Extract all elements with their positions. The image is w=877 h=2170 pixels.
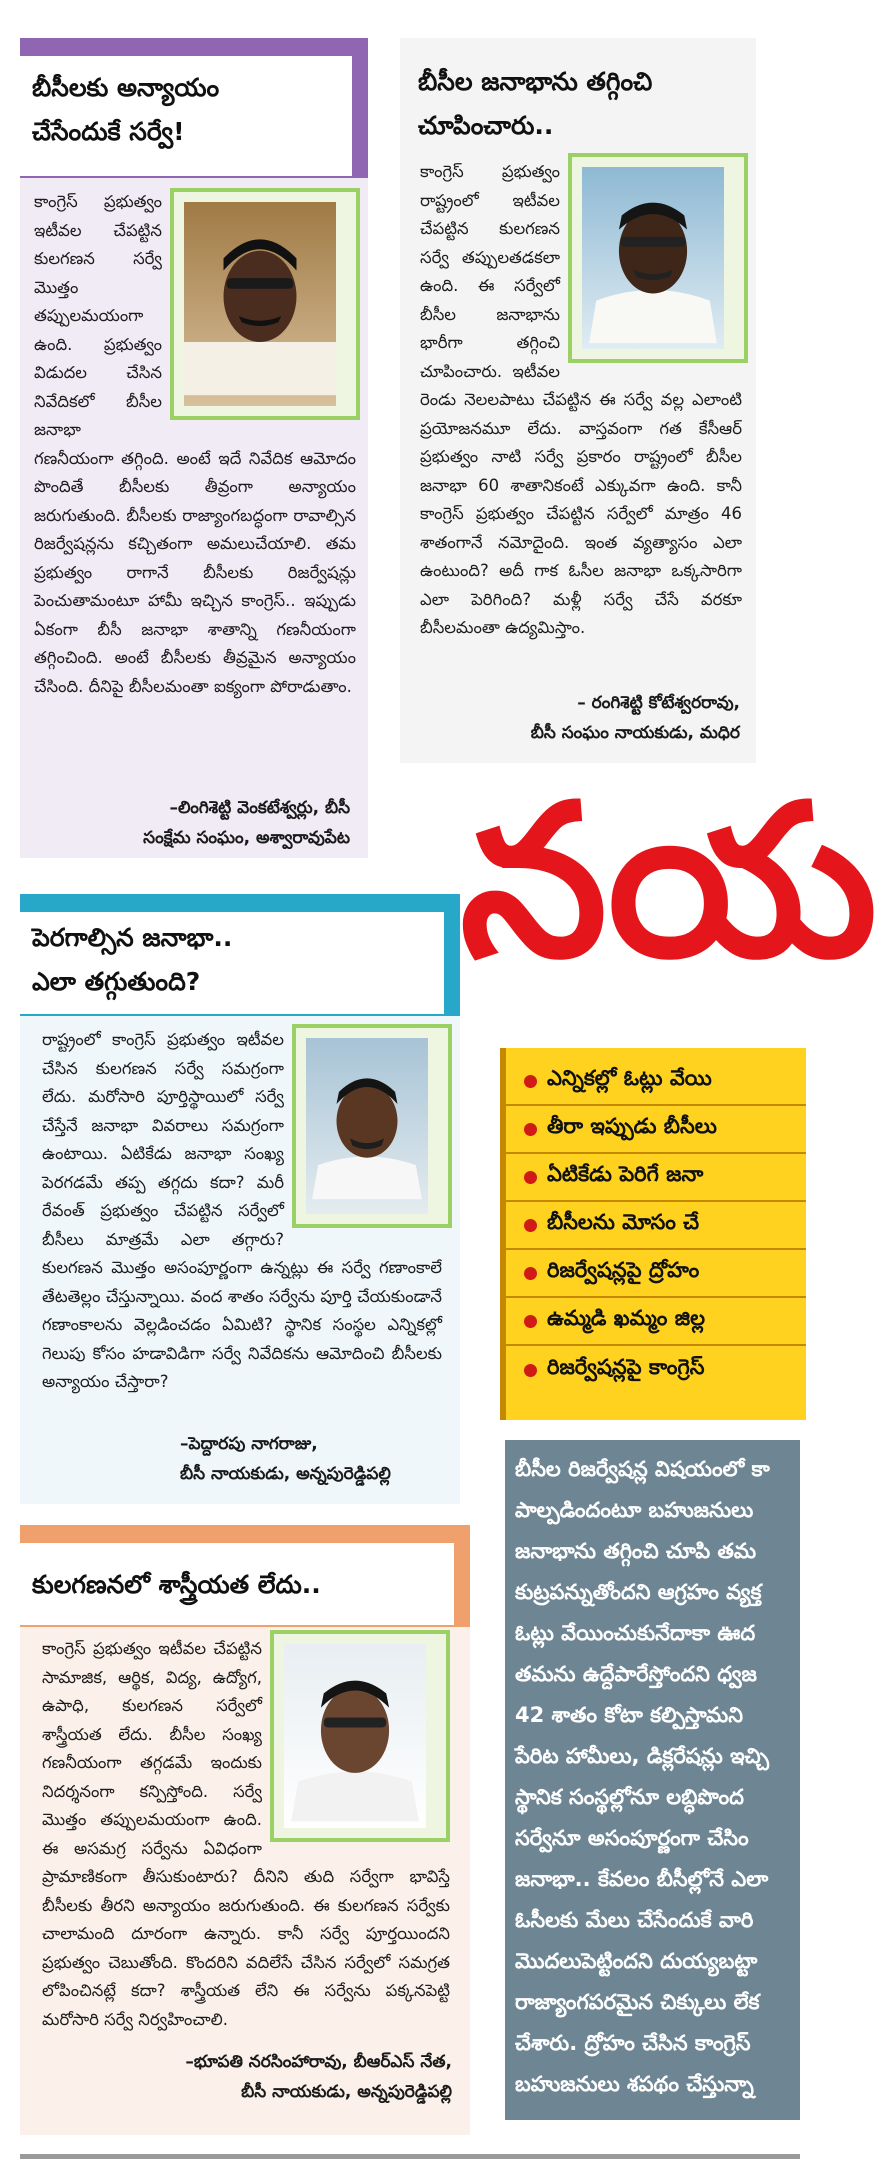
- gray-column-line: చేశారు. ద్రోహం చేసిన కాంగ్రెస్: [515, 2031, 751, 2055]
- bullet-item: బీసీలను మోసం చే: [506, 1202, 806, 1250]
- article-3-heading: పెరగాల్సిన జనాభా.. ఎలా తగ్గుతుంది?: [32, 923, 233, 996]
- gray-column-line: 42 శాతం కోటా కల్పిస్తామని: [515, 1703, 744, 1727]
- article-4: [20, 1525, 470, 2135]
- gray-column-line: పేరిట హామీలు, డిక్లరేషన్లు ఇచ్చి: [515, 1744, 770, 1768]
- gray-column-line: మొదలుపెట్టిందని దుయ్యబట్టా: [515, 1949, 758, 1973]
- bullet-dot-icon: [524, 1123, 537, 1136]
- gray-column-line: బహుజనులు శపథం చేస్తున్నా: [515, 2072, 754, 2096]
- bullet-item: రిజర్వేషన్లపై ద్రోహం: [506, 1250, 806, 1298]
- bullet-item: ఏటికేడు పెరిగే జనా: [506, 1154, 806, 1202]
- masthead: [460, 759, 877, 1004]
- article-4-body: కాంగ్రెస్ ప్రభుత్వం ఇటీవల చేపట్టిన సామాజిక, ఆర్థిక, విద్య, ఉద్యోగ, ఉపాధి, కులగణన సర్వేలో శాస్త్రీయత లేదు. బీసీల సంఖ్య గణనీయంగా తగ్గడమే ఇందుకు నిదర్శనంగా కన్పిస్తోంది. సర్వే మొత్తం తప్పులమయంగా ఉంది. ఈ అసమగ్ర సర్వేను ఏవిధంగా ప్రామాణికంగా తీసుకుంటారు? దీనిని తుది సర్వేగా భావిస్తే బీసీలకు తీరని అన్యాయం జరుగుతుంది. ఈ కులగణన సర్వేకు చాలామంది దూరంగా ఉన్నారు. కానీ సర్వే పూర్తయిందని ప్రభుత్వం చెబుతోంది. కొందరిని వదిలేసే చేసిన సర్వేలో సమగ్రత లోపించినట్లే కదా? శాస్త్రీయత లేని ఈ సర్వేను పక్కనపెట్టి మరోసారి సర్వే నిర్వహించాలి.: [42, 1639, 450, 2029]
- bullet-dot-icon: [524, 1315, 537, 1328]
- bullet-item: ఎన్నికల్లో ఓట్లు వేయి: [506, 1058, 806, 1106]
- bullet-item: తీరా ఇప్పుడు బీసీలు: [506, 1106, 806, 1154]
- bullet-dot-icon: [524, 1267, 537, 1280]
- article-2: [400, 38, 756, 763]
- article-3-signature: –పెద్దారపు నాగరాజు, బీసీ నాయకుడు, అన్నపురెడ్డిపల్లి: [180, 1434, 391, 1484]
- gray-column: [505, 1440, 800, 2120]
- gray-column-line: బీసీల రిజర్వేషన్ల విషయంలో కా: [515, 1457, 770, 1481]
- article-1-body: కాంగ్రెస్ ప్రభుత్వం ఇటీవల చేపట్టిన కులగణన సర్వే మొత్తం తప్పులమయంగా ఉంది. ప్రభుత్వం విడుదల చేసిన నివేదికలో బీసీల జనాభా గణనీయంగా తగ్గింది. అంటే ఇదే నివేదిక ఆమోదం పొందితే బీసీలకు తీవ్రంగా అన్యాయం జరుగుతుంది. బీసీలకు రాజ్యాంగబద్ధంగా రావాల్సిన రిజర్వేషన్లను కచ్చితంగా అమలుచేయాలి. తమ ప్రభుత్వం రాగానే బీసీలకు రిజర్వేషన్లు పెంచుతామంటూ హామీ ఇచ్చిన కాంగ్రెస్.. ఇప్పుడు ఏకంగా బీసీ జనాభా శాతాన్ని గణనీయంగా తగ్గించింది. అంటే బీసీలకు తీవ్రమైన అన్యాయం చేసింది. దీనిపై బీసీలమంతా ఐక్యంగా పోరాడుతాం.: [34, 192, 356, 696]
- bullet-dot-icon: [524, 1219, 537, 1232]
- bullet-item: రిజర్వేషన్లపై కాంగ్రెస్: [506, 1346, 806, 1394]
- article-3: [20, 894, 460, 1504]
- bullet-item: ఉమ్మడి ఖమ్మం జిల్ల: [506, 1298, 806, 1346]
- gray-column-line: ఓసీలకు మేలు చేసేందుకే వారి: [515, 1908, 754, 1932]
- article-2-signature: – రంగిశెట్టి కోటేశ్వరరావు, బీసీ సంఘం నాయకుడు, మధిర: [530, 693, 740, 743]
- article-2-heading: బీసీల జనాభాను తగ్గించి చూపించారు..: [418, 67, 653, 140]
- gray-column-line: కుట్రపన్నుతోందని ఆగ్రహం వ్యక్త: [515, 1580, 762, 1604]
- bullet-dot-icon: [524, 1364, 537, 1377]
- article-2-body: కాంగ్రెస్ ప్రభుత్వం రాష్ట్రంలో ఇటీవల చేపట్టిన కులగణన సర్వే తప్పులతడకలా ఉంది. ఈ సర్వేలో బీసీల జనాభాను భారీగా తగ్గించి చూపించారు. ఇటీవల రెండు నెలలపాటు చేపట్టిన ఈ సర్వే వల్ల ఎలాంటి ప్రయోజనమూ లేదు. వాస్తవంగా గత కేసీఆర్ ప్రభుత్వం నాటి సర్వే ప్రకారం రాష్ట్రంలో బీసీల జనాభా 60 శాతానికంటే ఎక్కువగా ఉంది. కానీ కాంగ్రెస్ ప్రభుత్వం చేపట్టిన సర్వేలో మాత్రం 46 శాతంగానే నమోదైంది. ఇంత వ్యత్యాసం ఎలా ఉంటుంది? అదీ గాక ఓసీల జనాభా ఒక్కసారిగా ఎలా పెరిగింది? మళ్లీ సర్వే చేసే వరకూ బీసీలమంతా ఉద్యమిస్తాం.: [420, 162, 742, 637]
- gray-column-line: జనాభా.. కేవలం బీసీల్లోనే ఎలా: [515, 1867, 769, 1891]
- gray-column-line: పాల్పడిందంటూ బహుజనులు: [515, 1498, 754, 1522]
- article-1: [20, 38, 368, 858]
- bullet-dot-icon: [524, 1075, 537, 1088]
- article-3-body: రాష్ట్రంలో కాంగ్రెస్ ప్రభుత్వం ఇటీవల చేసిన కులగణన సర్వే సమగ్రంగా లేదు. మరోసారి పూర్తిస్థాయిలో సర్వే చేస్తేనే జనాభా వివరాలు సమగ్రంగా ఉంటాయి. ఏటికేడు జనాభా సంఖ్య పెరగడమే తప్ప తగ్గదు కదా? మరీ రేవంత్ ప్రభుత్వం చేపట్టిన సర్వేలో బీసీలు మాత్రమే ఎలా తగ్గారు? కులగణన మొత్తం అసంపూర్ణంగా ఉన్నట్లు ఈ సర్వే గణాంకాలే తేటతెల్లం చేస్తున్నాయి. వంద శాతం సర్వేను పూర్తి చేయకుండానే గణాంకాలను వెల్లడించడం ఏమిటి? స్థానిక సంస్థల ఎన్నికల్లో గెలుపు కోసం హడావిడిగా సర్వే నివేదికను ఆమోదించి బీసీలకు అన్యాయం చేస్తారా?: [42, 1030, 442, 1391]
- article-1-heading: బీసీలకు అన్యాయం చేసేందుకే సర్వే!: [32, 73, 220, 146]
- gray-column-line: తమను ఉద్దేపారేస్తోందని ధ్వజ: [515, 1662, 757, 1686]
- bullet-panel: [500, 1048, 806, 1420]
- gray-column-line: స్థానిక సంస్థల్లోనూ లబ్ధిపొంద: [515, 1785, 745, 1809]
- gray-column-line: జనాభాను తగ్గించి చూపి తమ: [515, 1539, 757, 1563]
- article-1-signature: –లింగిశెట్టి వెంకటేశ్వర్లు, బీసీ సంక్షేమ సంఘం, అశ్వారావుపేట: [143, 798, 350, 848]
- gray-column-line: రాజ్యాంగపరమైన చిక్కులు లేక: [515, 1990, 760, 2014]
- bottom-rule: [20, 2154, 800, 2159]
- article-4-signature: –భూపతి నరసింహారావు, బీఆర్ఎస్ నేత, బీసీ నాయకుడు, అన్నపురెడ్డిపల్లి: [185, 2052, 452, 2102]
- gray-column-line: ఓట్లు వేయించుకునేదాకా ఊద: [515, 1621, 756, 1645]
- bullet-dot-icon: [524, 1171, 537, 1184]
- article-4-heading: కులగణనలో శాస్త్రీయత లేదు..: [32, 1570, 321, 1599]
- gray-column-line: సర్వేనూ అసంపూర్ణంగా చేసిం: [515, 1826, 749, 1850]
- masthead-text: నయ: [460, 759, 877, 1004]
